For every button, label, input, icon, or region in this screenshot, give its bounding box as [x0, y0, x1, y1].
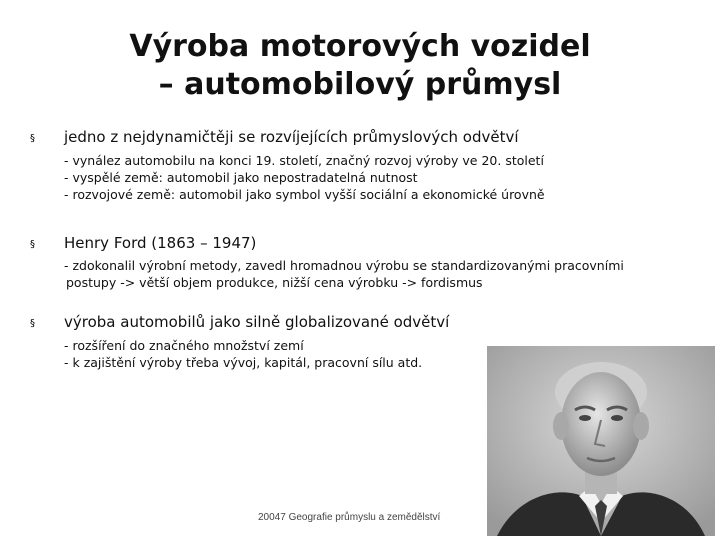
detail-line: - k zajištění výroby třeba vývoj, kapitál, pracovní sílu atd. — [64, 355, 423, 370]
footer-text: 20047 Geografie průmyslu a zemědělství — [258, 512, 441, 523]
detail-line: - rozvojové země: automobil jako symbol vyšší sociální a ekonomické úrovně — [64, 187, 545, 202]
title-line-1: Výroba motorových vozidel — [129, 29, 591, 64]
detail-line: - vynález automobilu na konci 19. století, značný rozvoj výroby ve 20. století — [64, 153, 544, 168]
bullet-icon: § — [30, 133, 35, 144]
detail-line: - rozšíření do značného množství zemí — [64, 338, 304, 353]
detail-line: - vyspělé země: automobil jako nepostradatelná nutnost — [64, 170, 418, 185]
section-details — [64, 152, 704, 203]
bullet-icon: § — [30, 318, 35, 329]
section-heading: jedno z nejdynamičtěji se rozvíjejících průmyslových odvětví — [64, 128, 519, 146]
bullet-icon: § — [30, 239, 35, 250]
slide-title — [0, 28, 720, 104]
title-line-2: – automobilový průmysl — [158, 67, 562, 102]
section-details — [64, 257, 704, 291]
section-heading: výroba automobilů jako silně globalizované odvětví — [64, 313, 450, 331]
section-heading: Henry Ford (1863 – 1947) — [64, 234, 257, 252]
detail-line: - zdokonalil výrobní metody, zavedl hromadnou výrobu se standardizovanými pracovními — [64, 258, 624, 273]
portrait-photo — [487, 346, 715, 536]
portrait-illustration — [487, 346, 715, 536]
detail-line: postupy -> větší objem produkce, nižší cena výrobku -> fordismus — [66, 275, 483, 290]
